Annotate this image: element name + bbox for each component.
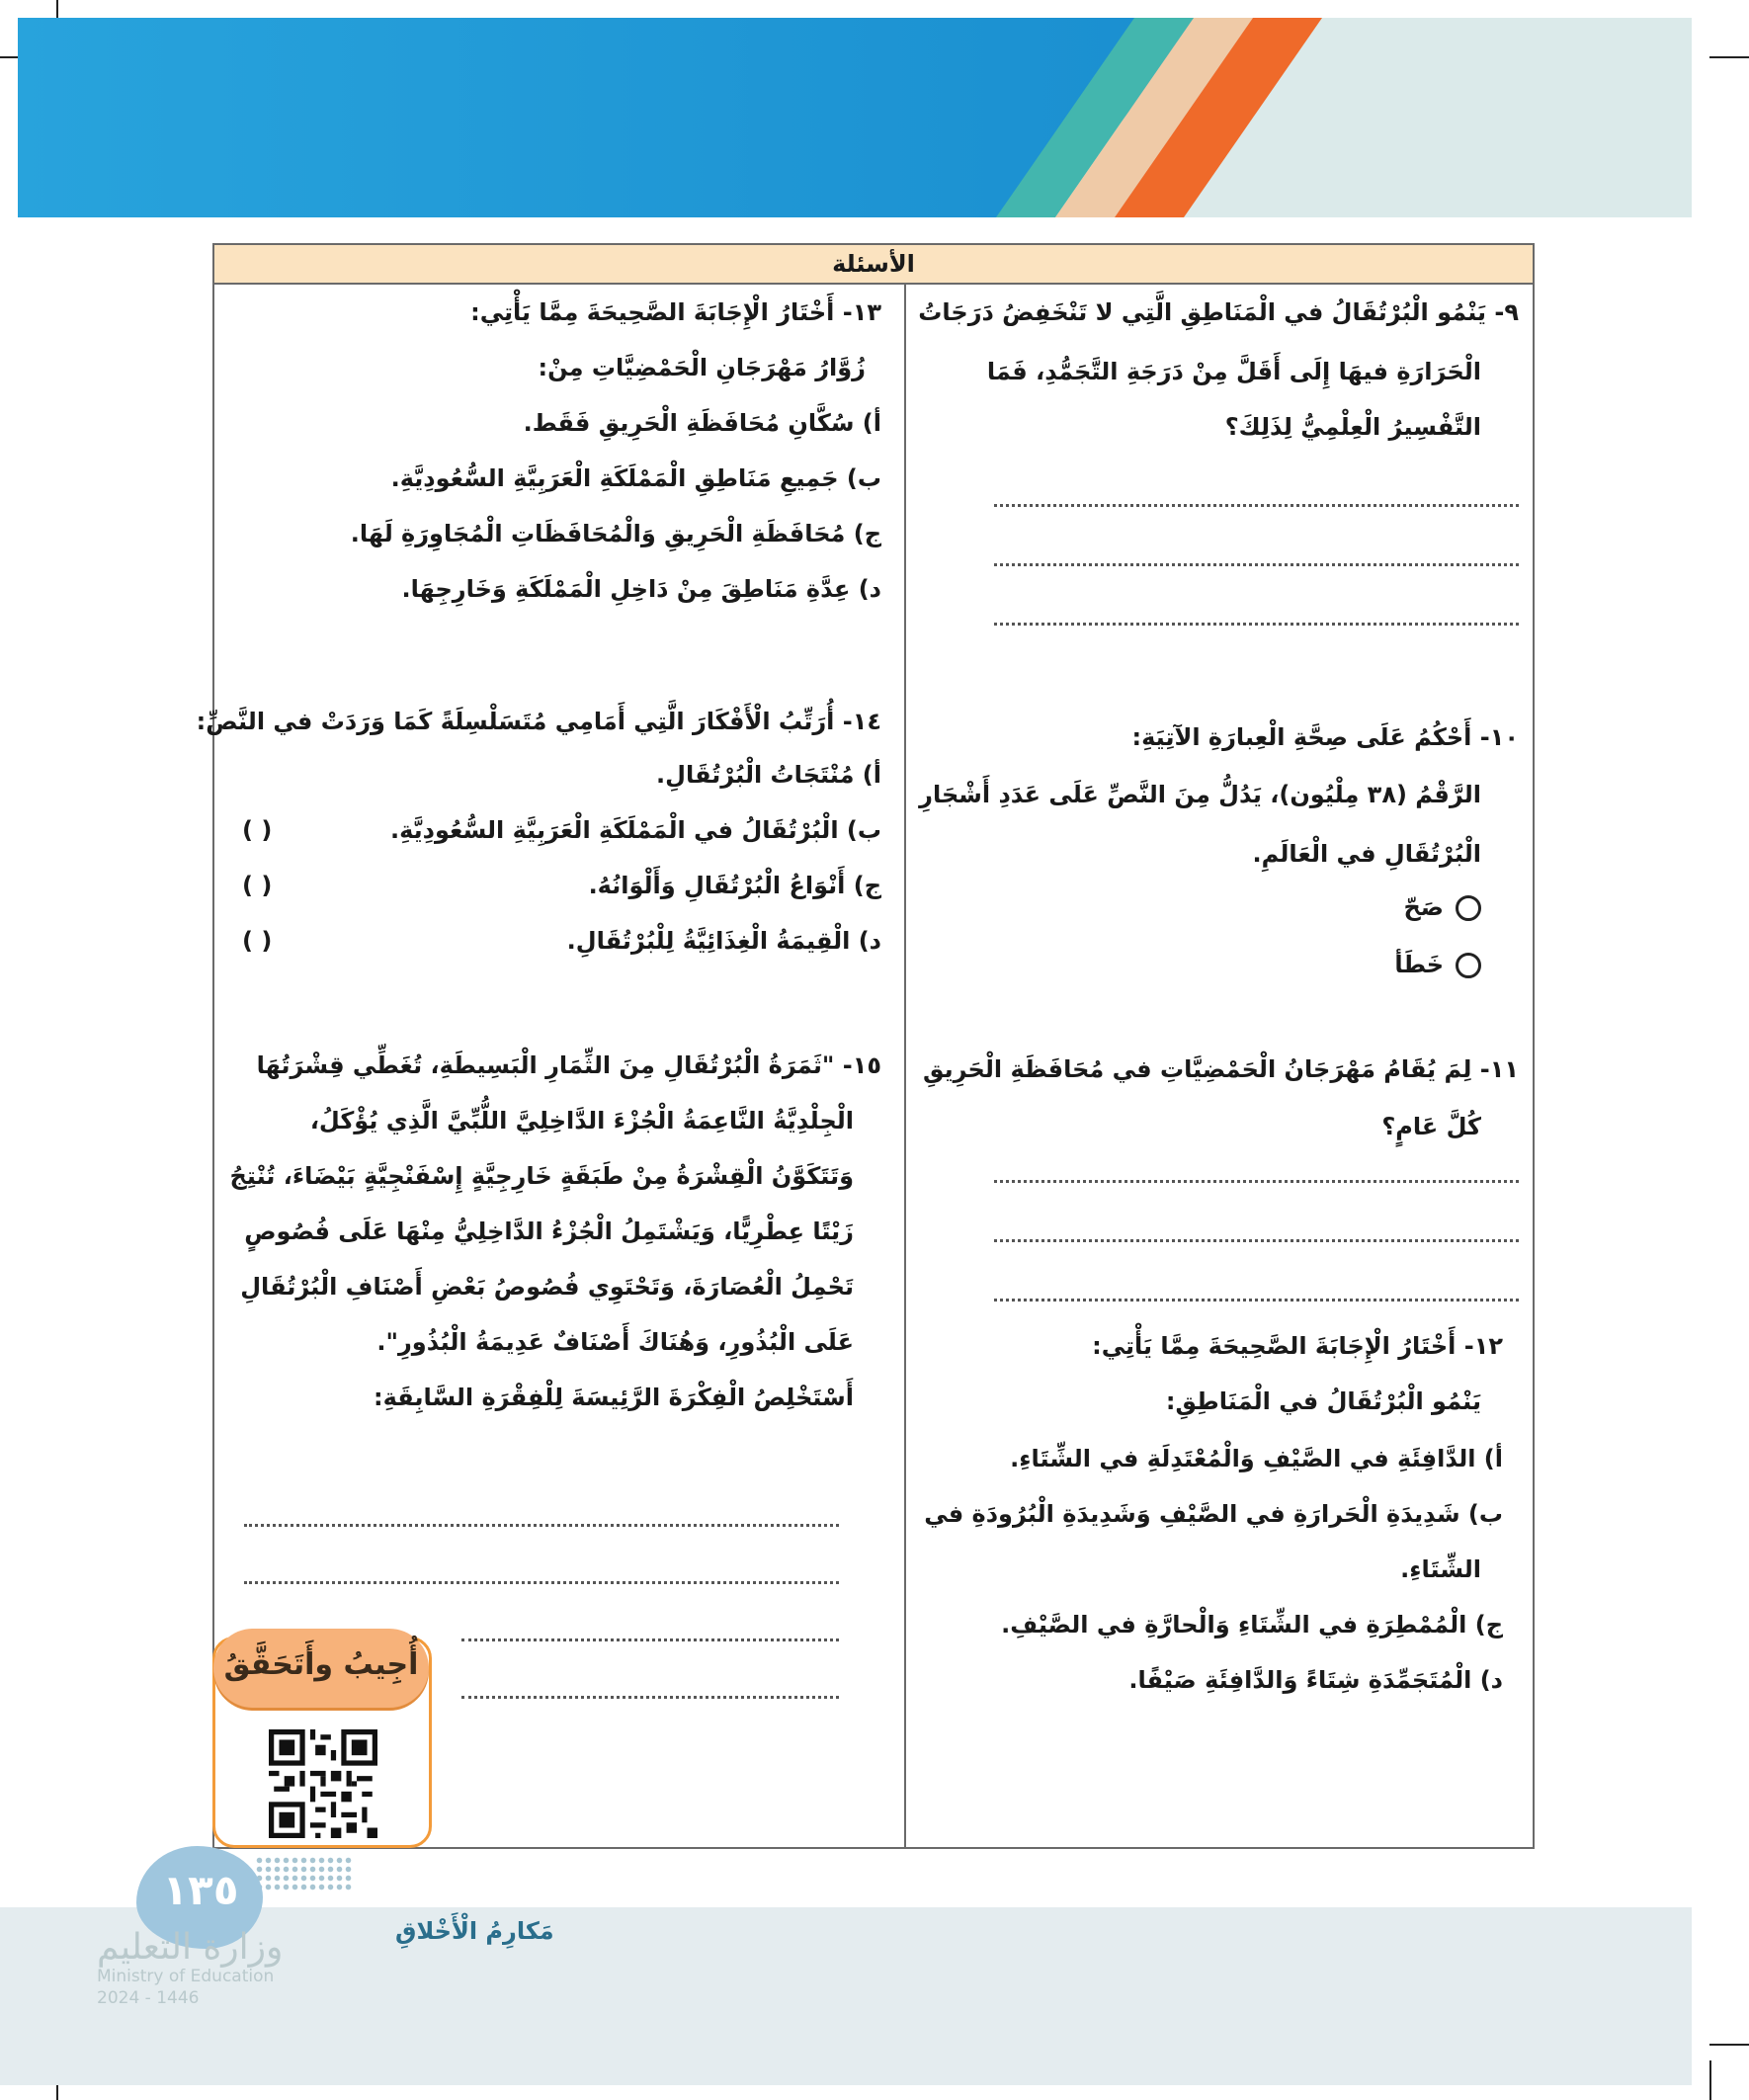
q13-line: ١٣- أَخْتَارُ الْإِجَابَةَ الصَّحِيحَةَ مِمَّا يَأْتِي: bbox=[470, 298, 881, 326]
answer-line[interactable] bbox=[461, 1696, 839, 1699]
edition-year: 2024 - 1446 bbox=[97, 1988, 200, 2008]
q15-line: ١٥- "ثَمَرَةُ الْبُرْتُقَالِ مِنَ الثِّمَارِ الْبَسِيطَةِ، تُغَطِّي قِشْرَتُهَا bbox=[256, 1051, 881, 1079]
questions-table bbox=[196, 243, 1535, 1849]
q15-line: زَيْتًا عِطْرِيًّا، وَيَشْتَمِلُ الْجُزْءُ الدَّاخِلِيُّ مِنْهَا عَلَى فُصُوصٍ bbox=[244, 1218, 854, 1245]
option-false[interactable] bbox=[1394, 951, 1481, 978]
q14-line: ١٤- أُرَتِّبُ الْأَفْكَارَ الَّتِي أَمَامِي مُتَسَلْسِلَةً كَمَا وَرَدَتْ في النَّصِّ: bbox=[196, 708, 881, 735]
answer-line[interactable] bbox=[244, 1524, 839, 1527]
order-bracket[interactable]: ( ) bbox=[242, 872, 273, 899]
qr-code-icon[interactable] bbox=[269, 1729, 377, 1838]
top-banner bbox=[18, 18, 1692, 217]
q15-line: عَلَى الْبُذُورِ، وَهُنَاكَ أَصْنَافٌ عَدِيمَةُ الْبُذُورِ". bbox=[376, 1328, 854, 1356]
q13-option-b[interactable]: ب) جَمِيعِ مَنَاطِقِ الْمَمْلَكَةِ الْعَرَبِيَّةِ السُّعُودِيَّةِ. bbox=[390, 464, 881, 492]
answer-line[interactable] bbox=[994, 504, 1519, 507]
q10-line: الرَّقْمُ (٣٨ مِلْيُون)، يَدُلُّ مِنَ النَّصِّ عَلَى عَدَدِ أَشْجَارِ bbox=[919, 781, 1481, 808]
answer-line[interactable] bbox=[994, 1180, 1519, 1183]
q12-option-b[interactable]: ب) شَدِيدَةِ الْحَرارَةِ في الصَّيْفِ وَشَدِيدَةِ الْبُرُودَةِ في bbox=[924, 1500, 1503, 1528]
order-bracket[interactable]: ( ) bbox=[242, 927, 273, 955]
page-number: ١٣٥ bbox=[162, 1866, 239, 1914]
option-true[interactable] bbox=[1404, 893, 1482, 921]
q11-line: كُلَّ عَامٍ؟ bbox=[1381, 1113, 1481, 1140]
trim-mark bbox=[1709, 2044, 1749, 2046]
q12-option-d[interactable]: د) الْمُتَجَمِّدَةِ شِتَاءً وَالدَّافِئَةِ صَيْفًا. bbox=[1128, 1666, 1503, 1694]
q12-option-b-cont: الشِّتَاءِ. bbox=[1400, 1555, 1481, 1583]
q15-line: تَحْمِلُ الْعُصَارَةَ، وَتَحْتَوِي فُصُوصُ بَعْضِ أَصْنَافِ الْبُرْتُقَالِ bbox=[240, 1273, 854, 1301]
q13-option-c[interactable]: ج) مُحَافَظَةِ الْحَرِيقِ وَالْمُحَافَظَاتِ الْمُجَاوِرَةِ لَهَا. bbox=[350, 520, 881, 547]
q15-line: وَتَتَكَوَّنُ الْقِشْرَةُ مِنْ طَبَقَةٍ خَارِجِيَّةٍ إِسْفَنْجِيَّةٍ بَيْضَاءَ، تُنْتِجُ bbox=[229, 1162, 854, 1190]
q9-line: ٩- يَنْمُو الْبُرْتُقَالُ في الْمَنَاطِقِ الَّتِي لا تَنْخَفِضُ دَرَجَاتُ bbox=[918, 298, 1519, 326]
q9-line: التَّفْسِيرُ الْعِلْمِيُّ لِذَلِكَ؟ bbox=[1224, 413, 1481, 441]
q12-option-c[interactable]: ج) الْمُمْطِرَةِ في الشِّتَاءِ وَالْحارَّةِ في الصَّيْفِ. bbox=[1001, 1611, 1503, 1638]
q9-line: الْحَرَارَةِ فيهَا إِلَى أَقَلَّ مِنْ دَرَجَةِ التَّجَمُّدِ، فَمَا bbox=[986, 358, 1481, 385]
trim-mark bbox=[1709, 2060, 1711, 2100]
q10-line: ١٠- أَحْكُمُ عَلَى صِحَّةِ الْعِبارَةِ الآتِيَةِ: bbox=[1131, 723, 1519, 751]
ministry-logo-text: وزارة التعليم bbox=[97, 1927, 284, 1968]
q14-item-c: ج) أَنْوَاعُ الْبُرْتُقَالِ وَأَلْوَانُهُ. bbox=[588, 872, 881, 899]
radio-circle-icon[interactable] bbox=[1456, 953, 1481, 978]
answer-line[interactable] bbox=[994, 563, 1519, 566]
q14-item-b: ب) الْبُرْتُقَالُ في الْمَمْلَكَةِ الْعَرَبِيَّةِ السُّعُودِيَّةِ. bbox=[389, 816, 881, 844]
book-title: مَكارِمُ الْأَخْلاقِ bbox=[395, 1917, 554, 1945]
option-false-label: خَطَأ bbox=[1394, 951, 1444, 978]
radio-circle-icon[interactable] bbox=[1456, 895, 1481, 921]
table-header: الأسئلة bbox=[214, 245, 1533, 285]
ministry-logo-text-en: Ministry of Education bbox=[97, 1967, 275, 1986]
badge-title: أُجِيبُ وأَتَحَقَّقُ bbox=[213, 1629, 429, 1708]
answer-line[interactable] bbox=[461, 1638, 839, 1641]
answer-line[interactable] bbox=[244, 1581, 839, 1584]
order-bracket[interactable]: ( ) bbox=[242, 816, 273, 844]
q12-option-a[interactable]: أ) الدَّافِئَةِ في الصَّيْفِ وَالْمُعْتَدِلَةِ في الشِّتَاءِ. bbox=[1010, 1445, 1503, 1472]
q13-option-d[interactable]: د) عِدَّةِ مَنَاطِقَ مِنْ دَاخِلِ الْمَمْلَكَةِ وَخَارِجِهَا. bbox=[401, 575, 881, 603]
answer-line[interactable] bbox=[994, 623, 1519, 626]
column-divider bbox=[904, 285, 906, 1847]
q14-item-a: أ) مُنْتَجَاتُ الْبُرْتُقَالِ. bbox=[656, 761, 881, 789]
q10-line: الْبُرْتُقَالِ في الْعَالَمِ. bbox=[1252, 840, 1481, 868]
q14-item-d: د) الْقِيمَةُ الْغِذَائِيَّةُ لِلْبُرْتُقَالِ. bbox=[566, 927, 881, 955]
trim-mark bbox=[1709, 56, 1749, 58]
option-true-label: صَحّ bbox=[1403, 893, 1444, 921]
q12-line: يَنْمُو الْبُرْتُقَالُ في الْمَنَاطِقِ: bbox=[1165, 1387, 1481, 1415]
q15-line: الْجِلْدِيَّةُ النَّاعِمَةُ الْجُزْءَ الدَّاخِلِيَّ اللُّبِّيَّ الَّذِي يُؤْكَلُ، bbox=[309, 1107, 854, 1134]
q13-option-a[interactable]: أ) سُكَّانِ مُحَافَظَةِ الْحَرِيقِ فَقَط. bbox=[523, 409, 881, 437]
q11-line: ١١- لِمَ يُقَامُ مَهْرَجَانُ الْحَمْضِيَّاتِ في مُحَافَظَةِ الْحَرِيقِ bbox=[922, 1055, 1519, 1083]
q15-line: أَسْتَخْلِصُ الْفِكْرَةَ الرَّئِيسَةَ لِلْفِقْرَةِ السَّابِقَةِ: bbox=[374, 1384, 854, 1411]
answer-line[interactable] bbox=[994, 1299, 1519, 1302]
answer-line[interactable] bbox=[994, 1239, 1519, 1242]
q12-line: ١٢- أَخْتَارُ الْإِجَابَةَ الصَّحِيحَةَ مِمَّا يَأْتِي: bbox=[1092, 1332, 1503, 1360]
decorative-dots bbox=[255, 1856, 352, 1891]
q13-line: زُوَّارُ مَهْرَجَانِ الْحَمْضِيَّاتِ مِنْ: bbox=[538, 354, 866, 381]
